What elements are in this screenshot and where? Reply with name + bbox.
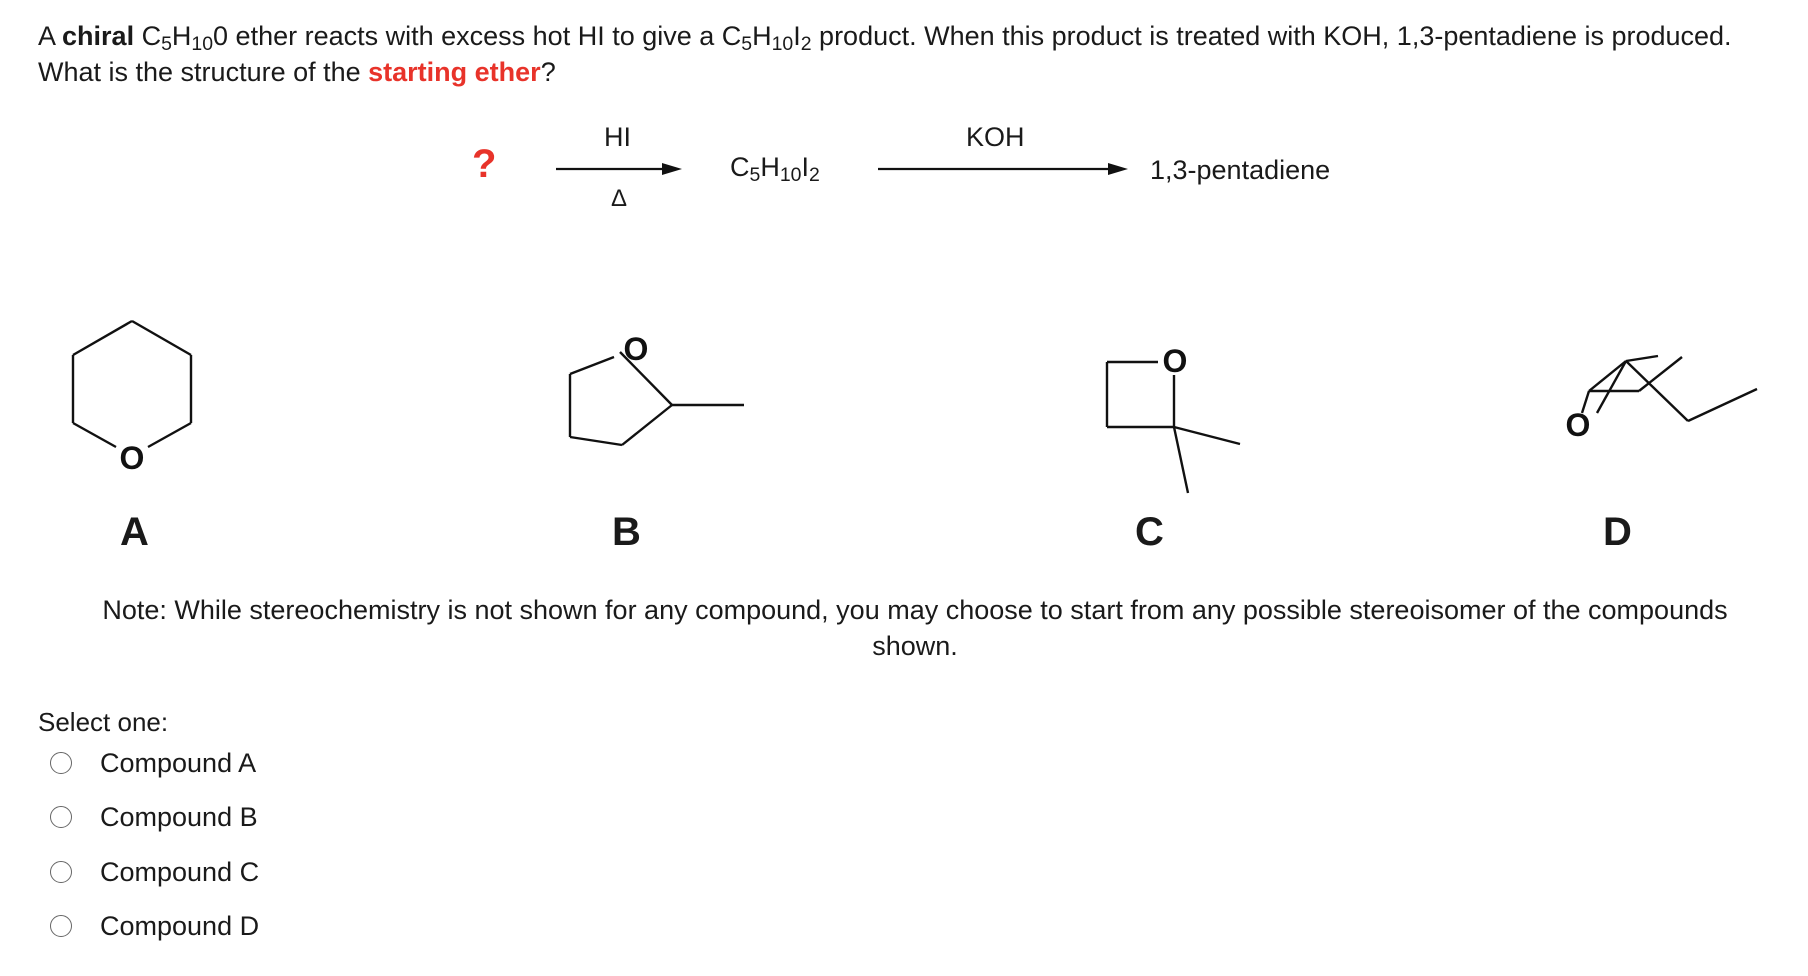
arrowhead-1 bbox=[662, 163, 682, 175]
formula-subscript: 10 bbox=[771, 32, 794, 55]
question-part: ether reacts with excess hot HI to give a C bbox=[228, 21, 742, 51]
structure-label-d: D bbox=[1603, 510, 1632, 554]
select-one-label: Select one: bbox=[38, 707, 169, 737]
radio-button[interactable] bbox=[50, 915, 72, 937]
option-compound-b[interactable] bbox=[50, 795, 258, 839]
option-compound-c[interactable] bbox=[50, 850, 259, 894]
structure-d-ring bbox=[1582, 356, 1757, 421]
structure-c-oxygen: O bbox=[1162, 343, 1188, 379]
formula-subscript: 10 bbox=[191, 32, 214, 55]
question-part: product. When this product is treated with KOH, 1,3-pentadiene is produced. What is the structure of the bbox=[38, 21, 1732, 87]
option-label: Compound A bbox=[100, 747, 257, 778]
question-chiral: chiral bbox=[62, 21, 135, 51]
structure-a-oxygen: O bbox=[119, 440, 145, 476]
formula-part: H bbox=[752, 21, 772, 51]
option-compound-a[interactable] bbox=[50, 741, 256, 785]
final-product: 1,3-pentadiene bbox=[1150, 155, 1331, 185]
reagent-koh: KOH bbox=[966, 122, 1025, 152]
formula-subscript: 2 bbox=[800, 32, 812, 55]
option-label: Compound C bbox=[100, 856, 260, 887]
radio-button[interactable] bbox=[50, 806, 72, 828]
question-part: ? bbox=[540, 57, 556, 87]
formula-subscript: 5 bbox=[161, 32, 172, 55]
structure-c-ring bbox=[1107, 362, 1240, 493]
radio-button[interactable] bbox=[50, 861, 72, 883]
reagent-heat: Δ bbox=[611, 185, 628, 212]
reagent-hi: HI bbox=[604, 122, 631, 152]
formula-part: H bbox=[171, 21, 192, 51]
question-part: A bbox=[38, 21, 63, 51]
stereochemistry-note: Note: While stereochemistry is not shown for any compound, you may choose to start from any possible stereoisomer of the compounds shown. bbox=[102, 595, 1728, 661]
structure-label-b: B bbox=[612, 510, 641, 554]
option-compound-d[interactable] bbox=[50, 904, 259, 948]
structure-b-oxygen: O bbox=[623, 331, 649, 367]
structure-d-oxygen: O bbox=[1565, 407, 1591, 443]
intermediate-formula: $C_5H_{10}I_2$ bbox=[730, 152, 820, 186]
structure-b-ring bbox=[570, 352, 744, 445]
radio-button[interactable] bbox=[50, 752, 72, 774]
unknown-compound-mark: ? bbox=[472, 142, 497, 186]
option-label: Compound B bbox=[100, 801, 258, 832]
structure-label-c: C bbox=[1135, 510, 1164, 554]
formula-part: 0 bbox=[213, 21, 229, 51]
structure-a-ring bbox=[73, 321, 191, 447]
formula-subscript: 5 bbox=[741, 32, 753, 55]
option-label: Compound D bbox=[100, 910, 260, 941]
question-part: C bbox=[134, 21, 162, 51]
question-highlight: starting ether bbox=[368, 57, 541, 87]
formula-part: I bbox=[793, 21, 801, 51]
structure-label-a: A bbox=[120, 510, 149, 554]
arrowhead-2 bbox=[1108, 163, 1128, 175]
